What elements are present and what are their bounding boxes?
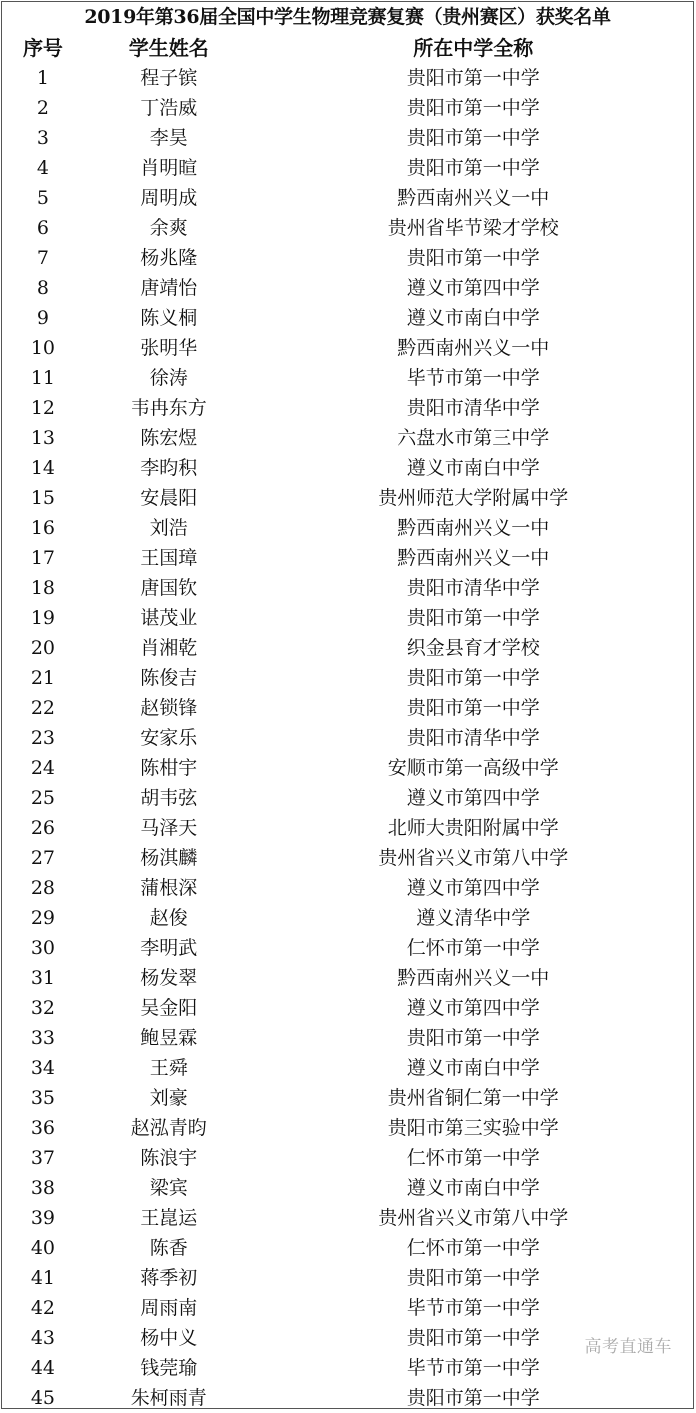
cell-school: 毕节市第一中学 (406, 367, 540, 389)
cell-index: 1 (36, 67, 49, 89)
table-row (2, 453, 693, 483)
table-row (2, 1143, 693, 1173)
cell-index: 14 (30, 457, 56, 479)
cell-school: 贵阳市清华中学 (406, 397, 540, 419)
cell-index: 45 (30, 1387, 56, 1409)
cell-school: 六盘水市第三中学 (397, 427, 550, 449)
cell-index: 12 (30, 397, 56, 419)
cell-index: 5 (36, 187, 49, 209)
cell-name: 李昊 (149, 127, 188, 149)
cell-name: 刘豪 (149, 1087, 188, 1109)
table-row (2, 183, 693, 213)
table-header (2, 33, 693, 63)
cell-name: 赵泓青昀 (130, 1117, 207, 1139)
cell-name: 安晨阳 (140, 487, 198, 509)
table-row (2, 213, 693, 243)
table-row (2, 633, 693, 663)
cell-index: 4 (36, 157, 49, 179)
cell-school: 贵州省兴义市第八中学 (378, 1207, 569, 1229)
table-row (2, 723, 693, 753)
table-row (2, 363, 693, 393)
table-row (2, 423, 693, 453)
cell-index: 38 (30, 1177, 56, 1199)
table-row (2, 1293, 693, 1323)
cell-name: 唐靖怡 (140, 277, 198, 299)
cell-name: 陈浪宇 (140, 1147, 198, 1169)
cell-school: 遵义市第四中学 (406, 877, 540, 899)
page-title: 2019年第36届全国中学生物理竞赛复赛（贵州赛区）获奖名单 (84, 6, 611, 28)
cell-name: 李明武 (140, 937, 198, 959)
cell-index: 44 (30, 1357, 56, 1379)
cell-index: 17 (30, 547, 56, 569)
cell-school: 贵阳市第一中学 (406, 1327, 540, 1349)
cell-school: 遵义清华中学 (416, 907, 531, 929)
cell-index: 19 (30, 607, 56, 629)
cell-index: 27 (30, 847, 56, 869)
cell-school: 仁怀市第一中学 (406, 1237, 540, 1259)
cell-name: 杨中义 (140, 1327, 198, 1349)
table-row (2, 393, 693, 423)
cell-index: 41 (30, 1267, 56, 1289)
table-body (2, 63, 693, 1413)
table-row (2, 1053, 693, 1083)
cell-name: 王舜 (149, 1057, 188, 1079)
cell-name: 周明成 (140, 187, 198, 209)
table-row (2, 93, 693, 123)
table-row (2, 1383, 693, 1413)
table-row (2, 813, 693, 843)
cell-school: 贵阳市第一中学 (406, 157, 540, 179)
cell-name: 赵俊 (149, 907, 188, 929)
cell-index: 22 (30, 697, 56, 719)
cell-name: 程子镔 (140, 67, 198, 89)
cell-school: 贵阳市第一中学 (406, 247, 540, 269)
cell-name: 朱柯雨青 (130, 1387, 207, 1409)
cell-school: 安顺市第一高级中学 (387, 757, 559, 779)
table-row (2, 303, 693, 333)
cell-index: 26 (30, 817, 56, 839)
cell-index: 36 (30, 1117, 56, 1139)
table-row (2, 933, 693, 963)
table-row (2, 753, 693, 783)
table-row (2, 483, 693, 513)
table-row (2, 1173, 693, 1203)
cell-index: 40 (30, 1237, 56, 1259)
cell-school: 贵州省铜仁第一中学 (387, 1087, 559, 1109)
cell-index: 32 (30, 997, 56, 1019)
cell-index: 15 (30, 487, 56, 509)
cell-school: 遵义市南白中学 (406, 1177, 540, 1199)
table-row (2, 123, 693, 153)
table-row (2, 273, 693, 303)
cell-index: 6 (36, 217, 49, 239)
cell-index: 39 (30, 1207, 56, 1229)
cell-school: 遵义市第四中学 (406, 277, 540, 299)
cell-name: 唐国钦 (140, 577, 198, 599)
cell-name: 赵锁锋 (140, 697, 198, 719)
cell-name: 钱莞瑜 (140, 1357, 198, 1379)
cell-name: 鲍昱霖 (140, 1027, 198, 1049)
cell-name: 谌茂业 (140, 607, 198, 629)
table-row (2, 1233, 693, 1263)
cell-school: 贵阳市第一中学 (406, 607, 540, 629)
table-row (2, 1023, 693, 1053)
cell-index: 35 (30, 1087, 56, 1109)
cell-school: 贵阳市第一中学 (406, 67, 540, 89)
cell-index: 24 (30, 757, 56, 779)
cell-school: 遵义市第四中学 (406, 997, 540, 1019)
cell-school: 毕节市第一中学 (406, 1297, 540, 1319)
cell-school: 织金县育才学校 (406, 637, 540, 659)
cell-name: 韦冉东方 (130, 397, 207, 419)
cell-school: 贵阳市清华中学 (406, 727, 540, 749)
cell-index: 9 (36, 307, 49, 329)
cell-name: 杨淇麟 (140, 847, 198, 869)
cell-name: 徐涛 (149, 367, 188, 389)
cell-name: 安家乐 (140, 727, 198, 749)
cell-name: 丁浩威 (140, 97, 198, 119)
table-row (2, 783, 693, 813)
cell-name: 杨兆隆 (140, 247, 198, 269)
cell-name: 陈宏煜 (140, 427, 198, 449)
cell-name: 王崑运 (140, 1207, 198, 1229)
cell-school: 黔西南州兴义一中 (397, 547, 550, 569)
cell-school: 遵义市南白中学 (406, 457, 540, 479)
table-row (2, 513, 693, 543)
cell-name: 蒋季初 (140, 1267, 198, 1289)
table-row (2, 843, 693, 873)
cell-index: 10 (30, 337, 56, 359)
table-row (2, 693, 693, 723)
cell-school: 毕节市第一中学 (406, 1357, 540, 1379)
cell-index: 7 (36, 247, 49, 269)
table-row (2, 1083, 693, 1113)
cell-school: 北师大贵阳附属中学 (387, 817, 559, 839)
cell-name: 陈义桐 (140, 307, 198, 329)
cell-school: 黔西南州兴义一中 (397, 187, 550, 209)
cell-index: 34 (30, 1057, 56, 1079)
cell-name: 吴金阳 (140, 997, 198, 1019)
cell-school: 贵阳市清华中学 (406, 577, 540, 599)
table-row (2, 243, 693, 273)
cell-school: 贵阳市第一中学 (406, 1267, 540, 1289)
cell-index: 31 (30, 967, 56, 989)
cell-school: 贵阳市第一中学 (406, 667, 540, 689)
cell-index: 16 (30, 517, 56, 539)
cell-name: 周雨南 (140, 1297, 198, 1319)
cell-school: 黔西南州兴义一中 (397, 967, 550, 989)
cell-index: 13 (30, 427, 56, 449)
cell-school: 仁怀市第一中学 (406, 1147, 540, 1169)
cell-index: 18 (30, 577, 56, 599)
header-name: 学生姓名 (128, 36, 209, 60)
cell-index: 2 (36, 97, 49, 119)
cell-school: 贵阳市第一中学 (406, 697, 540, 719)
table-row (2, 603, 693, 633)
header-index: 序号 (22, 36, 63, 60)
cell-name: 梁宾 (149, 1177, 188, 1199)
cell-name: 余爽 (149, 217, 188, 239)
cell-index: 37 (30, 1147, 56, 1169)
table-row (2, 333, 693, 363)
cell-school: 遵义市南白中学 (406, 1057, 540, 1079)
cell-index: 33 (30, 1027, 56, 1049)
cell-school: 贵州省毕节梁才学校 (387, 217, 559, 239)
cell-index: 23 (30, 727, 56, 749)
table-row (2, 663, 693, 693)
cell-school: 贵州省兴义市第八中学 (378, 847, 569, 869)
cell-name: 蒲根深 (140, 877, 198, 899)
cell-name: 王国璋 (140, 547, 198, 569)
table-row (2, 573, 693, 603)
watermark-text: 高考直通车 (584, 1337, 672, 1357)
cell-index: 20 (30, 637, 56, 659)
table-row (2, 1353, 693, 1383)
cell-name: 李昀积 (140, 457, 198, 479)
cell-school: 贵州师范大学附属中学 (378, 487, 569, 509)
table-row (2, 1203, 693, 1233)
table-row (2, 1263, 693, 1293)
cell-school: 黔西南州兴义一中 (397, 337, 550, 359)
cell-school: 贵阳市第一中学 (406, 97, 540, 119)
table-row (2, 873, 693, 903)
table-row (2, 993, 693, 1023)
table-row (2, 1113, 693, 1143)
table-row (2, 63, 693, 93)
table-row (2, 903, 693, 933)
cell-name: 肖明暄 (140, 157, 198, 179)
cell-index: 25 (30, 787, 56, 809)
cell-name: 陈俊吉 (140, 667, 198, 689)
cell-index: 43 (30, 1327, 56, 1349)
cell-school: 贵阳市第一中学 (406, 1027, 540, 1049)
cell-index: 28 (30, 877, 56, 899)
cell-school: 贵阳市第一中学 (406, 1387, 540, 1409)
table-row (2, 153, 693, 183)
cell-name: 张明华 (140, 337, 198, 359)
cell-school: 贵阳市第一中学 (406, 127, 540, 149)
cell-name: 胡韦弦 (140, 787, 198, 809)
cell-school: 遵义市南白中学 (406, 307, 540, 329)
cell-name: 马泽天 (140, 817, 198, 839)
cell-school: 仁怀市第一中学 (406, 937, 540, 959)
table-row (2, 963, 693, 993)
cell-index: 21 (30, 667, 56, 689)
cell-name: 肖湘乾 (140, 637, 198, 659)
table-row (2, 543, 693, 573)
cell-index: 11 (30, 367, 56, 389)
cell-index: 29 (30, 907, 56, 929)
cell-school: 黔西南州兴义一中 (397, 517, 550, 539)
cell-index: 42 (30, 1297, 56, 1319)
award-list-sheet (1, 1, 694, 1409)
cell-name: 陈香 (149, 1237, 188, 1259)
cell-name: 陈柑宇 (140, 757, 198, 779)
cell-index: 8 (36, 277, 49, 299)
cell-name: 刘浩 (149, 517, 188, 539)
cell-index: 3 (36, 127, 49, 149)
cell-name: 杨发翠 (140, 967, 198, 989)
cell-school: 遵义市第四中学 (406, 787, 540, 809)
cell-index: 30 (30, 937, 56, 959)
cell-school: 贵阳市第三实验中学 (387, 1117, 559, 1139)
header-school: 所在中学全称 (413, 36, 534, 60)
